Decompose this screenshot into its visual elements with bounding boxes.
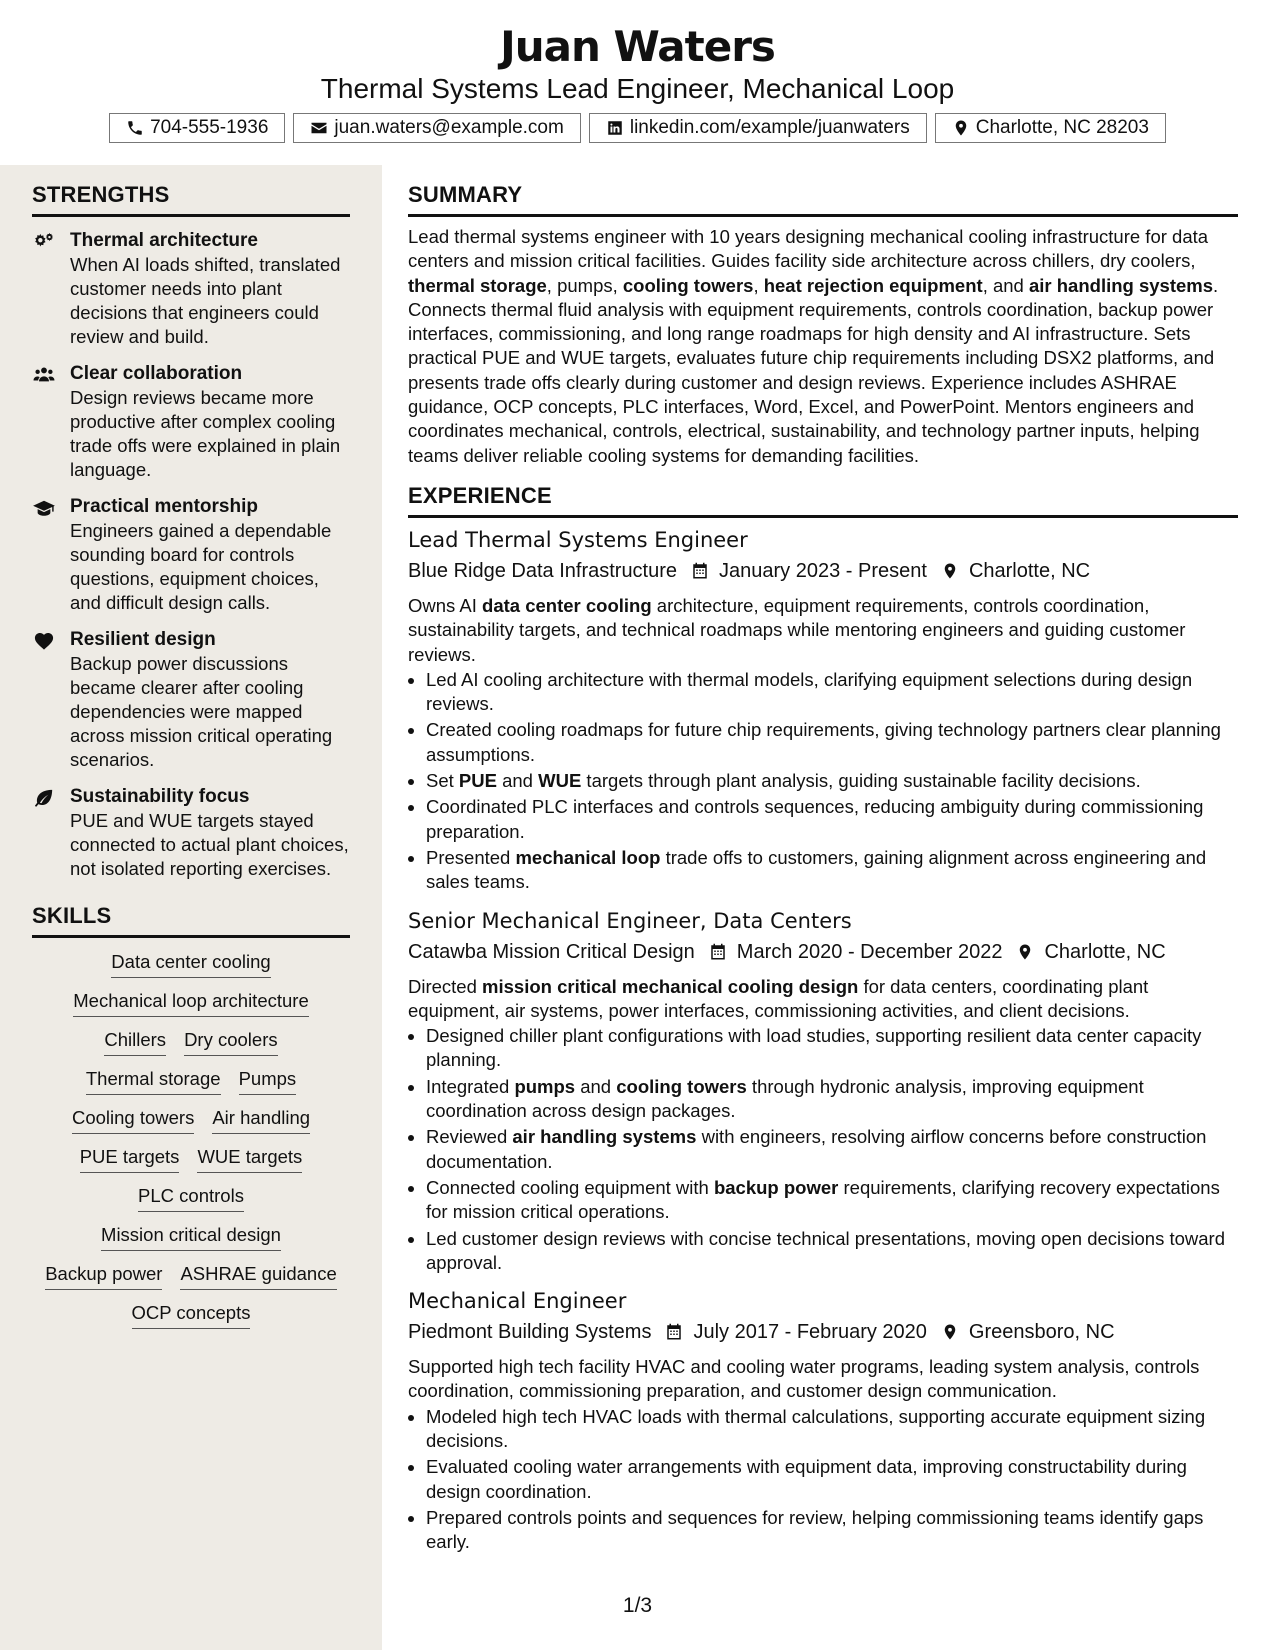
- strength-text: [70, 229, 350, 349]
- skill-tag: Backup power: [45, 1262, 162, 1290]
- strength-text: [70, 495, 350, 615]
- text-run: Presented: [426, 846, 516, 868]
- page-number-text: 1/3: [622, 1594, 653, 1617]
- skill-row: [32, 1223, 350, 1251]
- strength-item: [32, 495, 350, 615]
- skill-tag: Mission critical design: [101, 1223, 281, 1251]
- strength-text: [70, 362, 350, 482]
- job-bullet: [426, 1176, 1238, 1225]
- linkedin-icon: [606, 119, 624, 137]
- strength-description: Design reviews became more productive after complex cooling trade offs were explained in plain language.: [70, 387, 341, 480]
- job-title: Mechanical Engineer: [408, 1289, 627, 1314]
- strength-item: [32, 229, 350, 349]
- skill-tag: Data center cooling: [111, 950, 270, 978]
- summary-text: [408, 225, 1238, 468]
- strength-icon-wrap: [32, 785, 70, 881]
- linkedin-text: linkedin.com/example/juanwaters: [629, 117, 910, 138]
- skill-row: [32, 1028, 350, 1056]
- bold-keyword: PUE: [458, 770, 497, 792]
- location-text: Charlotte, NC 28203: [975, 117, 1149, 138]
- text-run: with engineers, resolving airflow concerns before construction documentation.: [426, 1126, 1207, 1172]
- strength-description: When AI loads shifted, translated customer needs into plant decisions that engineers could review and build.: [70, 254, 341, 347]
- text-run: trade offs to customers, gaining alignment across engineering and sales teams.: [426, 846, 1207, 893]
- skills-heading: SKILLS: [32, 903, 350, 938]
- bold-keyword: cooling towers: [616, 1075, 747, 1097]
- text-run: Led AI cooling architecture with thermal models, clarifying equipment selections during design reviews.: [426, 668, 1193, 715]
- headline: Thermal Systems Lead Engineer, Mechanical Loop: [320, 73, 955, 104]
- location-contact: [935, 113, 1166, 143]
- skill-tag: Thermal storage: [86, 1067, 221, 1095]
- company-name: Blue Ridge Data Infrastructure: [408, 559, 678, 582]
- calendar-icon: [709, 942, 727, 962]
- bold-keyword: WUE: [538, 770, 582, 792]
- strength-title: Resilient design: [70, 629, 216, 650]
- bold-keyword: data center cooling: [482, 594, 652, 616]
- job-bullet: [426, 668, 1238, 717]
- linkedin-contact[interactable]: [589, 113, 927, 143]
- job-bullets: [408, 1024, 1238, 1275]
- strength-item: [32, 362, 350, 482]
- text-run: Reviewed: [426, 1126, 513, 1148]
- job-bullet: [426, 846, 1238, 895]
- strength-icon-wrap: [32, 229, 70, 349]
- job-location: Charlotte, NC: [1044, 940, 1166, 963]
- map-pin-icon: [941, 561, 959, 581]
- phone-text: 704-555-1936: [150, 117, 269, 138]
- text-run: Coordinated PLC interfaces and controls sequences, reducing ambiguity during commissioning preparation.: [426, 796, 1204, 842]
- job-bullet: [426, 1405, 1238, 1454]
- text-run: for data centers, coordinating plant equipment, air systems, power interfaces, commissioning activities, and client decisions.: [408, 975, 1149, 1021]
- envelope-icon: [310, 119, 328, 137]
- text-run: Supported high tech facility HVAC and cooling water programs, leading system analysis, controls coordination, commissioning preparation, and customer design communication.: [408, 1356, 1200, 1402]
- phone-icon: [126, 119, 144, 137]
- leaf-icon: [32, 788, 56, 808]
- contact-bar: [0, 113, 1275, 143]
- skills-list: [32, 950, 350, 1329]
- calendar-icon: [665, 1322, 683, 1342]
- company-name: Piedmont Building Systems: [408, 1321, 652, 1344]
- experience-list: [408, 526, 1238, 1555]
- candidate-name: Juan Waters: [500, 22, 775, 71]
- skill-tag: Chillers: [104, 1028, 166, 1056]
- strength-icon-wrap: [32, 362, 70, 482]
- skill-row: [32, 1145, 350, 1173]
- text-run: Integrated: [426, 1075, 515, 1097]
- strength-icon-wrap: [32, 495, 70, 615]
- skill-row: [32, 1184, 350, 1212]
- users-icon: [32, 365, 56, 385]
- email-text: juan.waters@example.com: [334, 117, 564, 138]
- job-dates: July 2017 - February 2020: [693, 1321, 927, 1344]
- text-run: Directed: [408, 975, 483, 997]
- text-run: Owns AI: [408, 594, 483, 616]
- bold-keyword: heat rejection equipment: [763, 274, 983, 296]
- skill-tag: Pumps: [239, 1067, 297, 1095]
- bold-keyword: cooling towers: [622, 274, 754, 296]
- strength-title: Sustainability focus: [70, 786, 250, 807]
- job-bullets: [408, 668, 1238, 895]
- strength-text: [70, 785, 350, 881]
- job-description: [408, 975, 1238, 1024]
- job-dates: March 2020 - December 2022: [736, 940, 1003, 963]
- job-bullet: [426, 769, 1238, 793]
- map-pin-icon: [952, 119, 970, 137]
- bold-keyword: backup power: [713, 1176, 839, 1198]
- job-bullet: [426, 1125, 1238, 1174]
- bold-keyword: air handling systems: [1028, 274, 1214, 296]
- text-run: Prepared controls points and sequences for review, helping commissioning teams identify gaps early.: [426, 1506, 1204, 1553]
- strength-title: Practical mentorship: [70, 496, 258, 517]
- skill-row: [32, 1262, 350, 1290]
- job-entry: [408, 1287, 1238, 1554]
- page-number: [0, 1594, 1275, 1618]
- job-title: Senior Mechanical Engineer, Data Centers: [408, 908, 852, 933]
- skill-tag: Dry coolers: [184, 1028, 278, 1056]
- strength-description: Backup power discussions became clearer after cooling dependencies were mapped across mission critical operating scenarios.: [70, 653, 333, 770]
- job-entry: [408, 526, 1238, 895]
- email-contact[interactable]: [293, 113, 580, 143]
- main-content: [408, 182, 1238, 1566]
- text-run: and: [575, 1075, 617, 1097]
- job-bullet: [426, 1024, 1238, 1073]
- job-bullet: [426, 1227, 1238, 1276]
- resume-header: [0, 0, 1275, 165]
- job-bullet: [426, 1506, 1238, 1555]
- job-dates: January 2023 - Present: [719, 559, 927, 582]
- job-description: [408, 594, 1238, 667]
- skill-tag: Cooling towers: [72, 1106, 194, 1134]
- strengths-list: [32, 229, 350, 881]
- text-run: through hydronic analysis, improving equipment coordination across design packages.: [426, 1075, 1144, 1122]
- skill-tag: Air handling: [212, 1106, 310, 1134]
- text-run: and: [496, 770, 539, 792]
- text-run: Created cooling roadmaps for future chip requirements, giving technology partners clear planning assumptions.: [426, 719, 1221, 765]
- skill-tag: OCP concepts: [132, 1301, 251, 1329]
- strength-icon-wrap: [32, 628, 70, 772]
- job-bullet: [426, 795, 1238, 844]
- company-name: Catawba Mission Critical Design: [408, 940, 695, 963]
- skill-row: [32, 989, 350, 1017]
- text-run: , pumps,: [546, 274, 623, 296]
- skill-tag: PUE targets: [80, 1145, 180, 1173]
- job-location: Charlotte, NC: [968, 559, 1091, 582]
- skill-tag: WUE targets: [197, 1145, 302, 1173]
- job-bullet: [426, 718, 1238, 767]
- strength-item: [32, 785, 350, 881]
- job-title: Lead Thermal Systems Engineer: [408, 527, 748, 552]
- text-run: Evaluated cooling water arrangements with equipment data, improving constructability during design coordination.: [426, 1456, 1187, 1502]
- skill-row: [32, 950, 350, 978]
- text-run: . Connects thermal fluid analysis with equipment requirements, controls coordination, backup power interfaces, commissioning, and long range roadmaps for high density and AI infrastructure. Sets practical PUE and WUE targets, evaluates future chip requirements including DSX2 platforms, and presents trade offs clearly during customer and design reviews. Experience includes ASHRAE guidance, OCP concepts, PLC interfaces, Word, Excel, and PowerPoint. Mentors engineers and coordinates mechanical, controls, electrical, sustainability, and technology partner inputs, helping teams deliver reliable cooling systems for demanding facilities.: [408, 274, 1219, 466]
- skill-tag: ASHRAE guidance: [180, 1262, 336, 1290]
- phone-contact[interactable]: [109, 113, 285, 143]
- job-meta: [408, 558, 1238, 584]
- text-run: Modeled high tech HVAC loads with thermal calculations, supporting accurate equipment sizing decisions.: [426, 1405, 1206, 1451]
- summary-heading: SUMMARY: [408, 182, 1238, 217]
- job-bullet: [426, 1075, 1238, 1124]
- bold-keyword: mission critical mechanical cooling design: [482, 975, 859, 997]
- calendar-icon: [691, 561, 709, 581]
- skill-tag: Mechanical loop architecture: [73, 989, 309, 1017]
- skill-row: [32, 1067, 350, 1095]
- text-run: ,: [753, 274, 764, 296]
- heart-icon: [32, 631, 56, 651]
- text-run: Led customer design reviews with concise technical presentations, moving open decisions toward approval.: [426, 1227, 1226, 1273]
- strength-title: Clear collaboration: [70, 363, 243, 384]
- strength-title: Thermal architecture: [70, 230, 258, 251]
- experience-heading: EXPERIENCE: [408, 483, 1238, 518]
- map-pin-icon: [941, 1322, 959, 1342]
- map-pin-icon: [1016, 942, 1034, 962]
- strength-description: PUE and WUE targets stayed connected to actual plant choices, not isolated reporting exercises.: [70, 810, 349, 879]
- job-meta: [408, 1319, 1238, 1345]
- sidebar: [0, 165, 382, 1650]
- job-description: [408, 1355, 1238, 1404]
- bold-keyword: thermal storage: [408, 274, 547, 296]
- strength-item: [32, 628, 350, 772]
- job-entry: [408, 907, 1238, 1276]
- strength-text: [70, 628, 350, 772]
- text-run: Set: [426, 770, 459, 792]
- text-run: targets through plant analysis, guiding sustainable facility decisions.: [581, 770, 1141, 792]
- bold-keyword: air handling systems: [512, 1126, 697, 1148]
- text-run: Lead thermal systems engineer with 10 years designing mechanical cooling infrastructure for data centers and mission critical facilities. Guides facility side architecture across chillers, dry coolers,: [408, 226, 1209, 272]
- text-run: architecture, equipment requirements, controls coordination, sustainability targets, and technical roadmaps while mentoring engineers and guiding customer reviews.: [408, 594, 1186, 665]
- skill-tag: PLC controls: [138, 1184, 244, 1212]
- text-run: , and: [982, 274, 1029, 296]
- strengths-heading: STRENGTHS: [32, 182, 350, 217]
- gears-icon: [32, 232, 56, 252]
- job-meta: [408, 939, 1238, 965]
- job-location: Greensboro, NC: [968, 1321, 1115, 1344]
- graduation-cap-icon: [32, 498, 56, 518]
- strength-description: Engineers gained a dependable sounding board for controls questions, equipment choices, and difficult design calls.: [70, 520, 332, 613]
- text-run: Connected cooling equipment with: [426, 1176, 714, 1198]
- skill-row: [32, 1301, 350, 1329]
- job-bullet: [426, 1455, 1238, 1504]
- text-run: Designed chiller plant configurations with load studies, supporting resilient data center capacity planning.: [426, 1025, 1202, 1071]
- job-bullets: [408, 1405, 1238, 1555]
- text-run: requirements, clarifying recovery expectations for mission critical operations.: [426, 1176, 1220, 1223]
- bold-keyword: mechanical loop: [515, 846, 661, 868]
- bold-keyword: pumps: [514, 1075, 576, 1097]
- skill-row: [32, 1106, 350, 1134]
